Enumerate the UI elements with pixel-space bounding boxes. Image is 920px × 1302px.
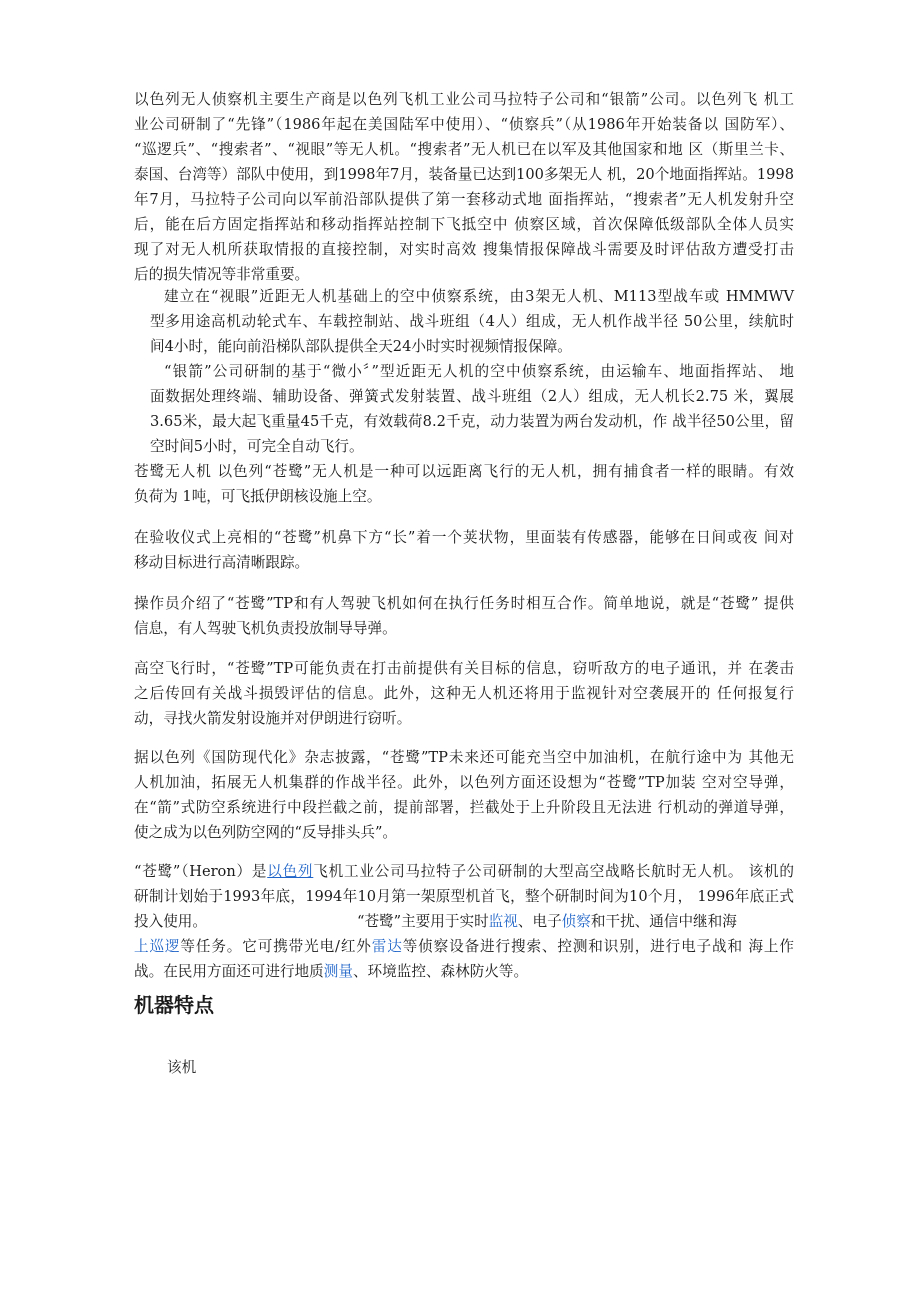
paragraph-9-text: 和干扰、通信中继和海 xyxy=(590,913,737,930)
section-heading: 机器特点 xyxy=(134,993,214,1017)
link-sea-patrol[interactable]: 上巡逻 xyxy=(134,938,181,955)
paragraph-8-line-2: 人机加油，拓展无人机集群的作战半径。此外，以色列方面还设想为“苍鹭”TP加装 空对空导弹， xyxy=(134,774,794,791)
paragraph-9-text: 飞机工业公司马拉特子公司研制的大型高空战略长航时无人机。 该机的 xyxy=(313,863,794,880)
paragraph-1-line-2: 业公司研制了“先锋”（1986年起在美国陆军中使用）、“侦察兵”（从1986年开始装备以 国防军）、 xyxy=(134,116,794,133)
paragraph-2-line-3: 间4小时，能向前沿梯队部队提供全天24小时实时视频情报保障。 xyxy=(150,338,572,355)
paragraph-4-line-1: 苍鹭无人机 以色列“苍鹭”无人机是一种可以远距离飞行的无人机，拥有捕食者一样的眼睛。有效 xyxy=(134,463,794,480)
paragraph-9-text: 等任务。它可携带光电/红外 xyxy=(180,938,372,955)
paragraph-1-line-1: 以色列无人侦察机主要生产商是以色列飞机工业公司马拉特子公司和“银箭”公司。以色列飞 机工 xyxy=(134,91,794,108)
paragraph-2-line-1: 建立在“视眼”近距无人机基础上的空中侦察系统，由3架无人机、M113型战车或 HMMWV xyxy=(164,288,794,305)
paragraph-5-line-1: 在验收仪式上亮相的“苍鹭”机鼻下方“长”着一个荚状物，里面装有传感器，能够在日间或夜 间对 xyxy=(134,529,794,546)
paragraph-3-line-1: “银箭”公司研制的基于“微小〞”型近距无人机的空中侦察系统，由运输车、地面指挥站、 地 xyxy=(164,363,794,380)
paragraph-9-text: 、环境监控、森林防火等。 xyxy=(352,963,529,980)
paragraph-7-line-3: 动，寻找火箭发射设施并对伊朗进行窃听。 xyxy=(134,710,412,727)
paragraph-8-line-1: 据以色列《国防现代化》杂志披露，“苍鹭”TP未来还可能充当空中加油机，在航行途中为 其他无 xyxy=(134,749,794,766)
paragraph-1-line-3: “巡逻兵”、“搜索者”、“视眼”等无人机。“搜索者”无人机已在以军及其他国家和地 区（斯里兰卡、 xyxy=(134,141,794,158)
paragraph-9-text: “苍鹭”主要用于实时 xyxy=(356,913,489,930)
paragraph-7-line-1: 高空飞行时，“苍鹭”TP可能负责在打击前提供有关目标的信息，窃听敌方的电子通讯，并 在袭击 xyxy=(134,660,794,677)
paragraph-1-line-6: 后，能在后方固定指挥站和移动指挥站控制下飞抵空中 侦察区域，首次保障低级部队全体人员实 xyxy=(134,216,794,233)
paragraph-8-line-4: 使之成为以色列防空网的“反导排头兵”。 xyxy=(134,824,398,841)
paragraph-6-line-2: 信息，有人驾驶飞机负责投放制导导弹。 xyxy=(134,620,397,637)
paragraph-9-text: 投入使用。 xyxy=(134,913,207,930)
paragraph-9-line-4 xyxy=(134,937,794,957)
link-israel[interactable]: 以色列 xyxy=(267,863,314,880)
paragraph-9-line-5 xyxy=(134,962,794,982)
paragraph-2-line-2: 型多用途高机动轮式车、车载控制站、战斗班组（4人）组成，无人机作战半径 50公里，续航时 xyxy=(150,313,794,330)
paragraph-9-line-2: 研制计划始于1993年底，1994年10月第一架原型机首飞，整个研制时间为10个月， 1996年底正式 xyxy=(134,888,794,905)
paragraph-9-text: 等侦察设备进行搜索、控测和识别，进行电子战和 海上作 xyxy=(402,938,794,955)
paragraph-1-line-5: 年7月，马拉特子公司向以军前沿部队提供了第一套移动式地 面指挥站，“搜索者”无人机发射升空 xyxy=(134,191,794,208)
paragraph-9-text: 战。在民用方面还可进行地质 xyxy=(134,963,324,980)
paragraph-4-line-2: 负荷为 1吨，可飞抵伊朗核设施上空。 xyxy=(134,488,382,505)
paragraph-3-line-3: 3.65米，最大起飞重量45千克，有效载荷8.2千克，动力装置为两台发动机，作 战半径50公里，留 xyxy=(150,413,794,430)
paragraph-1-line-7: 现了对无人机所获取情报的直接控制，对实时高效 搜集情报保障战斗需要及时评估敌方遭受打击 xyxy=(134,241,794,258)
link-radar[interactable]: 雷达 xyxy=(371,938,403,955)
paragraph-3-line-4: 空时间5小时，可完全自动飞行。 xyxy=(150,438,364,455)
paragraph-8-line-3: 在“箭”式防空系统进行中段拦截之前，提前部署，拦截处于上升阶段且无法进 行机动的弹道导弹， xyxy=(134,799,794,816)
paragraph-9-text: “苍鹭”（Heron）是 xyxy=(134,863,268,880)
link-surveillance[interactable]: 监视 xyxy=(488,913,518,930)
link-survey[interactable]: 测量 xyxy=(323,963,353,980)
paragraph-9-text: 、电子 xyxy=(517,913,562,930)
link-reconnaissance[interactable]: 侦察 xyxy=(561,913,591,930)
paragraph-1-line-8: 后的损失情况等非常重要。 xyxy=(134,266,310,283)
paragraph-6-line-1: 操作员介绍了“苍鹭”TP和有人驾驶飞机如何在执行任务时相互合作。简单地说，就是“苍鹭” 提供 xyxy=(134,595,794,612)
paragraph-3-line-2: 面数据处理终端、辅助设备、弹簧式发射装置、战斗班组（2人）组成，无人机长2.75 米，翼展 xyxy=(150,388,794,405)
paragraph-9-line-3 xyxy=(134,912,794,932)
paragraph-5-line-2: 移动目标进行高清晰跟踪。 xyxy=(134,554,310,571)
paragraph-7-line-2: 之后传回有关战斗损毁评估的信息。此外，这种无人机还将用于监视针对空袭展开的 任何报复行 xyxy=(134,685,794,702)
paragraph-1-line-4: 泰国、台湾等）部队中使用，到1998年7月，装备量已达到100多架无人 机，20个地面指挥站。1998 xyxy=(134,166,795,183)
paragraph-9-line-1 xyxy=(134,862,794,882)
section-body-start: 该机 xyxy=(167,1059,197,1076)
